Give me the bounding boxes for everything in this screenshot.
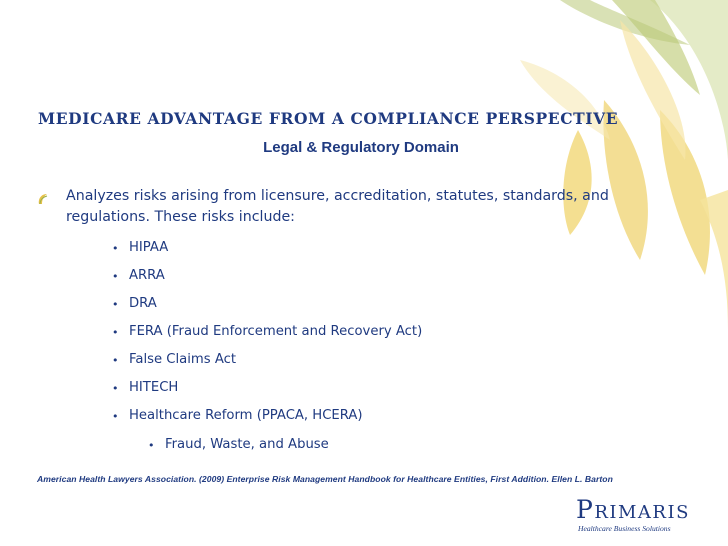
list-item: FERA (Fraud Enforcement and Recovery Act) [129, 324, 423, 339]
dot-bullet-icon: • [112, 382, 119, 395]
list-item: DRA [129, 296, 157, 311]
list-item: Healthcare Reform (PPACA, HCERA) [129, 408, 363, 423]
slide-title: MEDICARE ADVANTAGE FROM A COMPLIANCE PERSPECTIVE [38, 109, 619, 128]
dot-bullet-icon: • [112, 270, 119, 283]
dot-bullet-icon: • [112, 242, 119, 255]
list-item: HITECH [129, 380, 179, 395]
dot-bullet-icon: • [112, 326, 119, 339]
list-item: False Claims Act [129, 352, 237, 367]
citation: American Health Lawyers Association. (2009) Enterprise Risk Management Handbook for Healthcare Entities, First Addition. Ellen L. Barton [37, 474, 613, 484]
logo-wordmark: PRIMARIS [576, 495, 690, 524]
leaf-shape [660, 110, 710, 275]
primaris-logo [576, 495, 716, 533]
list-item: HIPAA [129, 240, 169, 255]
dot-bullet-icon: • [112, 298, 119, 311]
swirl-bullet-icon [37, 193, 49, 205]
dot-bullet-icon: • [112, 410, 119, 423]
dot-bullet-icon: • [112, 354, 119, 367]
slide-subtitle [0, 139, 728, 156]
dot-bullet-icon: • [148, 439, 155, 452]
list-item: ARRA [129, 268, 165, 283]
lead-paragraph: Analyzes risks arising from licensure, accreditation, statutes, standards, and regulations. These risks include: [66, 188, 609, 225]
subtitle-text: Legal & Regulatory Domain [263, 139, 459, 156]
list-item-sub: Fraud, Waste, and Abuse [165, 437, 329, 452]
leaf-shape [520, 60, 610, 140]
logo-tagline: Healthcare Business Solutions [578, 524, 671, 533]
